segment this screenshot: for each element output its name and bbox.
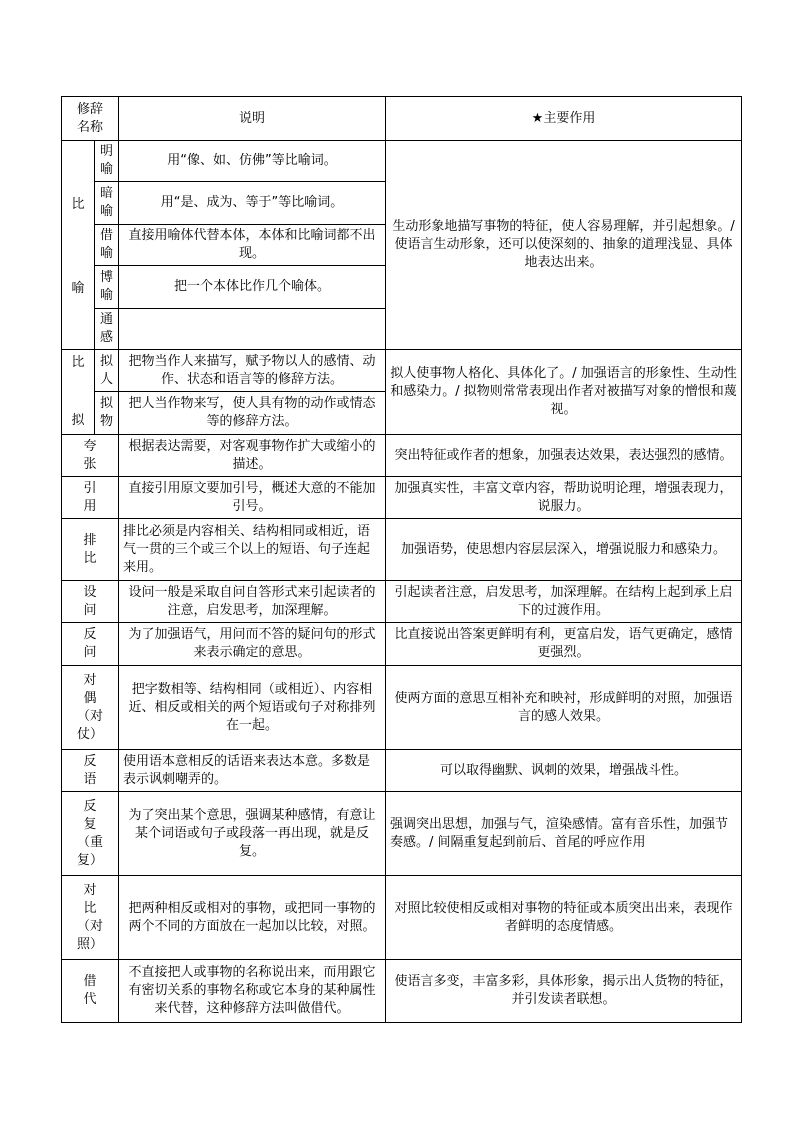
device-name-char: 反 <box>83 798 97 814</box>
header-row <box>62 97 742 141</box>
device-name <box>62 435 119 477</box>
personification-group-char1: 比 <box>71 355 85 370</box>
explanation-cell: 把一个本体比作几个喻体。 <box>119 266 386 309</box>
device-name-char: （对 <box>77 708 104 724</box>
device-name <box>62 666 119 750</box>
table-row <box>62 792 742 876</box>
device-name-char: 设 <box>83 584 97 600</box>
table-row <box>62 623 742 666</box>
subtype-char: 物 <box>100 414 114 429</box>
table-row <box>62 960 742 1023</box>
device-name <box>62 750 119 792</box>
header-function <box>386 97 742 141</box>
explanation-cell: 把两种相反或相对的事物，或把同一事物的两个不同的方面放在一起加以比较，对照。 <box>119 876 386 960</box>
table-row <box>62 477 742 519</box>
personification-group-char2: 拟 <box>71 413 85 428</box>
device-name-char: （对 <box>77 918 104 934</box>
subtype-char: 拟 <box>100 396 114 411</box>
device-name-char: 代 <box>83 992 97 1007</box>
device-name-char: 照） <box>77 936 104 952</box>
metaphor-group-name <box>62 141 95 350</box>
device-name-char: 对 <box>83 882 97 898</box>
device-name-char: 夸 <box>83 438 97 454</box>
device-name <box>62 623 119 666</box>
subtype-name <box>95 182 119 225</box>
table-row <box>62 876 742 960</box>
device-name-char: 反 <box>83 627 97 642</box>
device-name-char: 语 <box>83 771 97 787</box>
rhetoric-table <box>61 96 742 1023</box>
table-row <box>62 581 742 623</box>
metaphor-group-char2: 喻 <box>71 281 85 296</box>
function-cell: 拟人使事物人格化、具体化了。/ 加强语言的形象性、生动性和感染力。/ 拟物则常常表现出作者对被描写对象的憎恨和蔑视。 <box>386 350 742 435</box>
device-name-char: 偶 <box>83 690 97 706</box>
device-name-char: 对 <box>83 672 97 688</box>
subtype-name <box>95 392 119 435</box>
explanation-cell: 为了加强语气，用问而不答的疑问句的形式来表示确定的意思。 <box>119 623 386 666</box>
subtype-char: 喻 <box>100 246 114 261</box>
device-name <box>62 477 119 519</box>
explanation-cell: 直接引用原文要加引号，概述大意的不能加引号。 <box>119 477 386 519</box>
star-icon: ★ <box>531 110 544 126</box>
device-name-char: 张 <box>83 456 97 472</box>
device-name-char: 反 <box>83 753 97 769</box>
subtype-name <box>95 309 119 350</box>
explanation-cell: 用“是、成为、等于”等比喻词。 <box>119 182 386 225</box>
function-cell: 使语言多变，丰富多彩，具体形象，揭示出人货物的特征，并引发读者联想。 <box>386 960 742 1023</box>
table-row <box>62 350 742 392</box>
subtype-char: 博 <box>100 270 114 285</box>
subtype-char: 感 <box>100 330 114 345</box>
table-row <box>62 141 742 182</box>
table-row <box>62 750 742 792</box>
device-name-char: 用 <box>83 498 97 514</box>
subtype-char: 明 <box>100 144 114 159</box>
function-cell: 加强语势，使思想内容层层深入，增强说服力和感染力。 <box>386 519 742 581</box>
function-cell: 突出特征或作者的想象，加强表达效果，表达强烈的感情。 <box>386 435 742 477</box>
function-cell: 引起读者注意，启发思考，加深理解。在结构上起到承上启下的过渡作用。 <box>386 581 742 623</box>
personification-group-name <box>62 350 95 435</box>
explanation-cell: 设问一般是采取自问自答形式来引起读者的注意，启发思考，加深理解。 <box>119 581 386 623</box>
explanation-cell: 直接用喻体代替本体，本体和比喻词都不出现。 <box>119 225 386 266</box>
subtype-char: 拟 <box>100 353 114 369</box>
explanation-cell: 排比必须是内容相关、结构相同或相近，语气一贯的三个或三个以上的短语、句子连起来用。 <box>119 519 386 581</box>
device-name <box>62 581 119 623</box>
subtype-name <box>95 141 119 182</box>
subtype-name <box>95 350 119 392</box>
header-name-line2: 名称 <box>77 119 104 135</box>
function-cell: 加强真实性，丰富文章内容，帮助说明论理，增强表现力，说服力。 <box>386 477 742 519</box>
device-name-char: 复） <box>77 852 104 868</box>
subtype-char: 喻 <box>100 288 114 303</box>
subtype-char: 喻 <box>100 204 114 219</box>
subtype-char: 暗 <box>100 186 114 201</box>
explanation-cell: 把人当作物来写，使人具有物的动作或情态等的修辞方法。 <box>119 392 386 435</box>
explanation-cell: 把物当作人来描写，赋予物以人的感情、动作、状态和语言等的修辞方法。 <box>119 350 386 392</box>
function-cell: 比直接说出答案更鲜明有利，更富启发，语气更确定，感情更强烈。 <box>386 623 742 666</box>
subtype-name <box>95 266 119 309</box>
function-cell: 对照比较使相反或相对事物的特征或本质突出出来，表现作者鲜明的态度情感。 <box>386 876 742 960</box>
function-cell: 强调突出思想，加强与气，渲染感情。富有音乐性，加强节奏感。/ 间隔重复起到前后、首尾的呼应作用 <box>386 792 742 876</box>
device-name-char: 复 <box>83 816 97 832</box>
subtype-char: 喻 <box>100 162 114 177</box>
subtype-char: 通 <box>100 312 114 327</box>
device-name <box>62 519 119 581</box>
subtype-char: 人 <box>100 371 114 387</box>
explanation-cell <box>119 309 386 350</box>
header-function-label: 主要作用 <box>543 110 596 126</box>
device-name-char: 排 <box>83 532 97 548</box>
explanation-cell: 使用语本意相反的话语来表达本意。多数是表示讽刺嘲弄的。 <box>119 750 386 792</box>
subtype-name <box>95 225 119 266</box>
table-row <box>62 435 742 477</box>
header-name <box>62 97 119 141</box>
explanation-cell: 不直接把人或事物的名称说出来，而用跟它有密切关系的事物名称或它本身的某种属性来代替，这种修辞方法叫做借代。 <box>119 960 386 1023</box>
device-name-char: （重 <box>77 834 104 850</box>
device-name-char: 比 <box>83 900 97 916</box>
explanation-cell: 为了突出某个意思，强调某种感情，有意让某个词语或句子或段落一再出现，就是反复。 <box>119 792 386 876</box>
device-name-char: 比 <box>83 550 97 566</box>
device-name <box>62 876 119 960</box>
device-name-char: 仗） <box>77 726 104 742</box>
device-name-char: 借 <box>83 974 97 989</box>
device-name-char: 引 <box>83 480 97 496</box>
function-cell: 生动形象地描写事物的特征，使人容易理解，并引起想象。/ 使语言生动形象，还可以使深刻的、抽象的道理浅显、具体地表达出来。 <box>386 141 742 350</box>
subtype-char: 借 <box>100 228 114 243</box>
explanation-cell: 用“像、如、仿佛”等比喻词。 <box>119 141 386 182</box>
table-row <box>62 519 742 581</box>
header-explanation: 说明 <box>119 97 386 141</box>
function-cell: 可以取得幽默、讽刺的效果，增强战斗性。 <box>386 750 742 792</box>
function-cell: 使两方面的意思互相补充和映衬，形成鲜明的对照，加强语言的感人效果。 <box>386 666 742 750</box>
explanation-cell: 根据表达需要，对客观事物作扩大或缩小的描述。 <box>119 435 386 477</box>
device-name-char: 问 <box>83 602 97 618</box>
table-row <box>62 666 742 750</box>
header-name-line1: 修辞 <box>77 101 104 117</box>
device-name <box>62 960 119 1023</box>
device-name <box>62 792 119 876</box>
explanation-cell: 把字数相等、结构相同（或相近）、内容相近、相反或相关的两个短语或句子对称排列在一起。 <box>119 666 386 750</box>
metaphor-group-char1: 比 <box>71 197 85 212</box>
device-name-char: 问 <box>83 645 97 660</box>
